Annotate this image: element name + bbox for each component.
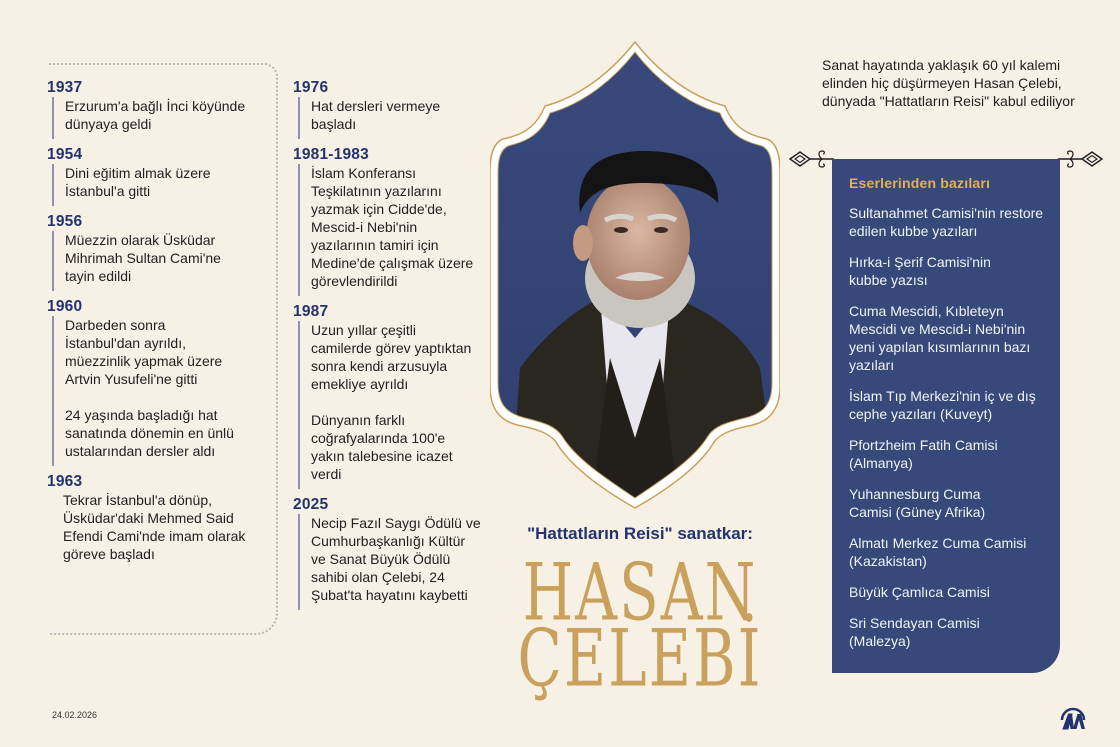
timeline-item (293, 78, 483, 139)
timeline-paragraph: Tekrar İstanbul'a dönüp, Üsküdar'daki Mehmed Said Efendi Cami'nde imam olarak göreve başladı (63, 492, 246, 562)
timeline-column-left (47, 78, 267, 575)
timeline-year: 1976 (293, 79, 329, 96)
timeline-year: 1987 (293, 303, 329, 320)
timeline-year: 1981-1983 (293, 146, 369, 163)
works-item: Sri Sendayan Camisi (Malezya) (849, 615, 980, 649)
timeline-item (47, 212, 267, 291)
works-title: Eserlerinden bazıları (849, 175, 991, 191)
timeline-text (298, 164, 476, 296)
timeline-year: 1963 (47, 473, 83, 490)
timeline-text (52, 491, 248, 569)
works-item: Büyük Çamlıca Camisi (849, 584, 990, 600)
timeline-item (47, 145, 267, 206)
timeline-paragraph: Erzurum'a bağlı İnci köyünde dünyaya geldi (65, 98, 246, 132)
timeline-year: 1937 (47, 79, 83, 96)
works-item: Pfortzheim Fatih Camisi (Almanya) (849, 437, 998, 471)
works-item: Hırka-i Şerif Camisi'nin kubbe yazısı (849, 254, 991, 288)
works-item: Yuhannesburg Cuma Camisi (Güney Afrika) (849, 486, 986, 520)
publish-date: 24.02.2026 (52, 710, 98, 720)
timeline-year: 1956 (47, 213, 83, 230)
name-line-1: HASAN (522, 546, 758, 639)
works-item: Cuma Mescidi, Kıbleteyn Mescidi ve Mescid-i Nebi'nin yeni yapılan kısımlarının bazı yazıları (849, 303, 1031, 373)
portrait-image (490, 38, 780, 513)
timeline-paragraph: İslam Konferansı Teşkilatının yazılarını yazmak için Cidde'de, Mescid-i Nebi'nin yazılarının tamiri için Medine'de çalışmak üzere görevlendirildi (311, 165, 474, 289)
timeline-column-right (293, 78, 483, 616)
ornament-right-icon (1058, 148, 1106, 172)
timeline-paragraph: 24 yaşında başladığı hat sanatında dönemin en ünlü ustalarından dersler aldı (65, 407, 234, 459)
timeline-year: 2025 (293, 496, 329, 513)
timeline-text (52, 231, 225, 291)
intro-text: Sanat hayatında yaklaşık 60 yıl kalemi elinden hiç düşürmeyen Hasan Çelebi, dünyada "Hattatların Reisi" kabul ediliyor (822, 57, 1075, 109)
timeline-paragraph: Dini eğitim almak üzere İstanbul'a gitti (65, 165, 211, 199)
timeline-item (293, 145, 483, 296)
timeline-paragraph: Hat dersleri vermeye başladı (311, 98, 441, 132)
timeline-item (47, 472, 267, 569)
timeline-text (298, 97, 471, 139)
subtitle: "Hattatların Reisi" sanatkar: (527, 524, 753, 543)
portrait-frame (490, 38, 780, 513)
timeline-paragraph: Darbeden sonra İstanbul'dan ayrıldı, müezzinlik yapmak üzere Artvin Yusufeli'ne gitti (65, 317, 223, 387)
timeline-paragraph: Necip Fazıl Saygı Ödülü ve Cumhurbaşkanlığı Kültür ve Sanat Büyük Ödülü sahibi olan Çelebi, 24 Şubat'ta hayatını kaybetti (311, 515, 481, 603)
works-item: Almatı Merkez Cuma Camisi (Kazakistan) (849, 535, 1027, 569)
timeline-text (52, 316, 235, 466)
timeline-item (293, 302, 483, 489)
works-item: İslam Tıp Merkezi'nin iç ve dış cephe yazıları (Kuveyt) (849, 388, 1036, 422)
timeline-year: 1954 (47, 146, 83, 163)
timeline-text (298, 514, 481, 610)
timeline-year: 1960 (47, 298, 83, 315)
timeline-item (47, 297, 267, 466)
timeline-paragraph: Uzun yıllar çeşitli camilerde görev yaptıktan sonra kendi arzusuyla emekliye ayrıldı (311, 322, 472, 392)
timeline-text (298, 321, 476, 489)
timeline-item (47, 78, 267, 139)
works-list (849, 204, 1050, 650)
timeline-paragraph: Dünyanın farklı coğrafyalarında 100'e yakın talebesine icazet verdi (311, 412, 453, 482)
name-line-2: ÇELEBİ (517, 612, 763, 705)
timeline-paragraph: Müezzin olarak Üsküdar Mihrimah Sultan Cami'ne tayin edildi (65, 232, 221, 284)
aa-logo-icon (1059, 704, 1087, 730)
timeline-text (52, 97, 267, 139)
works-panel (832, 159, 1060, 673)
timeline-item (293, 495, 483, 610)
timeline-text (52, 164, 267, 206)
works-item: Sultanahmet Camisi'nin restore edilen kubbe yazıları (849, 205, 1044, 239)
ornament-left-icon (788, 148, 834, 172)
